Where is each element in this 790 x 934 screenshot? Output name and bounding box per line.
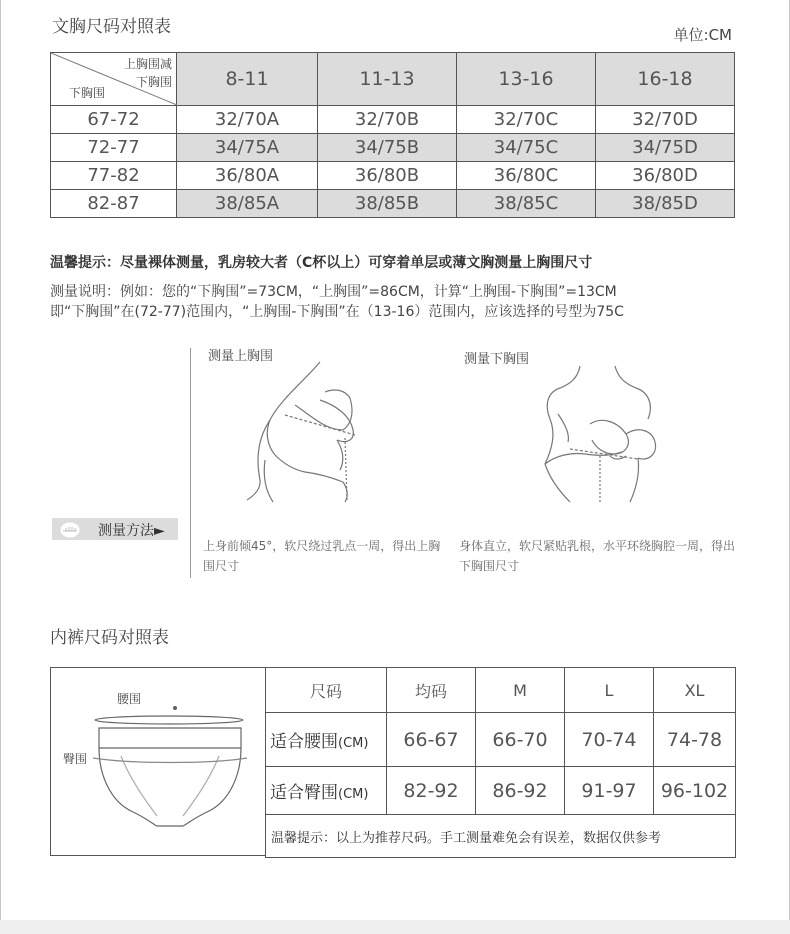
- hip-label: 臀围: [63, 752, 88, 766]
- measure-method-label: 测量方法►: [98, 523, 165, 539]
- size-cell: 32/70A: [177, 106, 318, 134]
- size-cell: 34/75B: [318, 134, 457, 162]
- bra-size-table: [50, 52, 735, 218]
- hip-row: [266, 767, 736, 815]
- corner-top-a: 上胸围减: [123, 57, 172, 71]
- column-header: L: [565, 668, 654, 713]
- column-header: 均码: [387, 668, 476, 713]
- briefs-icon: [91, 706, 261, 836]
- size-cell: 34/75C: [457, 134, 596, 162]
- band-cell: 72-77: [51, 134, 177, 162]
- band-cell: 82-87: [51, 190, 177, 218]
- size-cell: 36/80C: [457, 162, 596, 190]
- waist-value: 70-74: [565, 713, 654, 767]
- hip-value: 91-97: [565, 767, 654, 815]
- under-bust-figure: [530, 364, 670, 506]
- size-cell: 32/70D: [596, 106, 735, 134]
- waist-row-label: [266, 713, 387, 767]
- size-cell: 36/80A: [177, 162, 318, 190]
- diagonal-header-cell: [51, 53, 177, 106]
- waist-value: 74-78: [654, 713, 736, 767]
- size-cell: 38/85C: [457, 190, 596, 218]
- hip-row-label-text: 适合臀围: [270, 783, 338, 803]
- table-row: [51, 162, 735, 190]
- waist-row-unit: (CM): [338, 736, 369, 751]
- waist-label: 腰围: [117, 692, 142, 706]
- hip-value: 86-92: [476, 767, 565, 815]
- table-row: [51, 134, 735, 162]
- size-cell: 36/80D: [596, 162, 735, 190]
- brief-tip-row: [266, 815, 736, 858]
- size-cell: 34/75D: [596, 134, 735, 162]
- section-divider: [190, 348, 191, 578]
- brief-illustration-box: [50, 667, 265, 856]
- tape-measure-icon: [60, 520, 80, 538]
- column-header: 尺码: [266, 668, 387, 713]
- column-header: 13-16: [457, 53, 596, 106]
- under-bust-caption: 测量下胸围: [464, 352, 530, 367]
- size-cell: 34/75A: [177, 134, 318, 162]
- hip-value: 82-92: [387, 767, 476, 815]
- waist-value: 66-67: [387, 713, 476, 767]
- footer-band: [0, 920, 790, 934]
- hip-value: 96-102: [654, 767, 736, 815]
- brief-table-header: [266, 668, 736, 713]
- measure-method-badge: [52, 518, 178, 540]
- band-cell: 67-72: [51, 106, 177, 134]
- band-cell: 77-82: [51, 162, 177, 190]
- upper-bust-figure: [225, 360, 375, 505]
- size-cell: 32/70C: [457, 106, 596, 134]
- upper-bust-caption: 测量上胸围: [208, 349, 274, 364]
- column-header: 8-11: [177, 53, 318, 106]
- column-header: 16-18: [596, 53, 735, 106]
- upper-bust-description: 上身前倾45°，软尺绕过乳点一周，得出上胸围尺寸: [203, 539, 441, 573]
- table-row: [51, 106, 735, 134]
- size-cell: 36/80B: [318, 162, 457, 190]
- hip-row-unit: (CM): [338, 787, 369, 802]
- column-header: M: [476, 668, 565, 713]
- hip-row-label: [266, 767, 387, 815]
- under-bust-description: 身体直立，软尺紧贴乳根，水平环绕胸腔一周，得出下胸围尺寸: [459, 539, 736, 573]
- table-row: [51, 190, 735, 218]
- frame-left-border: [0, 0, 1, 920]
- warm-tip: 温馨提示：尽量裸体测量，乳房较大者（C杯以上）可穿着单层或薄文胸测量上胸围尺寸: [50, 255, 593, 271]
- unit-label: 单位:CM: [673, 26, 732, 44]
- column-header: XL: [654, 668, 736, 713]
- brief-size-table: [265, 667, 736, 858]
- bra-chart-title: 文胸尺码对照表: [52, 17, 171, 37]
- size-cell: 38/85B: [318, 190, 457, 218]
- size-cell: 38/85D: [596, 190, 735, 218]
- measure-note-line1: 测量说明：例如：您的“下胸围”=73CM，“上胸围”=86CM，计算“上胸围-下胸围”=13CM: [50, 284, 617, 300]
- brief-chart-title: 内裤尺码对照表: [50, 628, 169, 648]
- waist-value: 66-70: [476, 713, 565, 767]
- brief-tip: 温馨提示：以上为推荐尺码。手工测量难免会有误差，数据仅供参考: [266, 815, 736, 858]
- size-cell: 38/85A: [177, 190, 318, 218]
- corner-top-b: 下胸围: [135, 75, 172, 89]
- size-cell: 32/70B: [318, 106, 457, 134]
- waist-row: [266, 713, 736, 767]
- measure-note-line2: 即“下胸围”在(72-77)范围内，“上胸围-下胸围”在（13-16）范围内，应该选择的号型为75C: [50, 304, 624, 320]
- corner-left: 下胸围: [69, 86, 106, 100]
- bra-table-header: [51, 53, 735, 106]
- waist-row-label-text: 适合腰围: [270, 732, 338, 752]
- column-header: 11-13: [318, 53, 457, 106]
